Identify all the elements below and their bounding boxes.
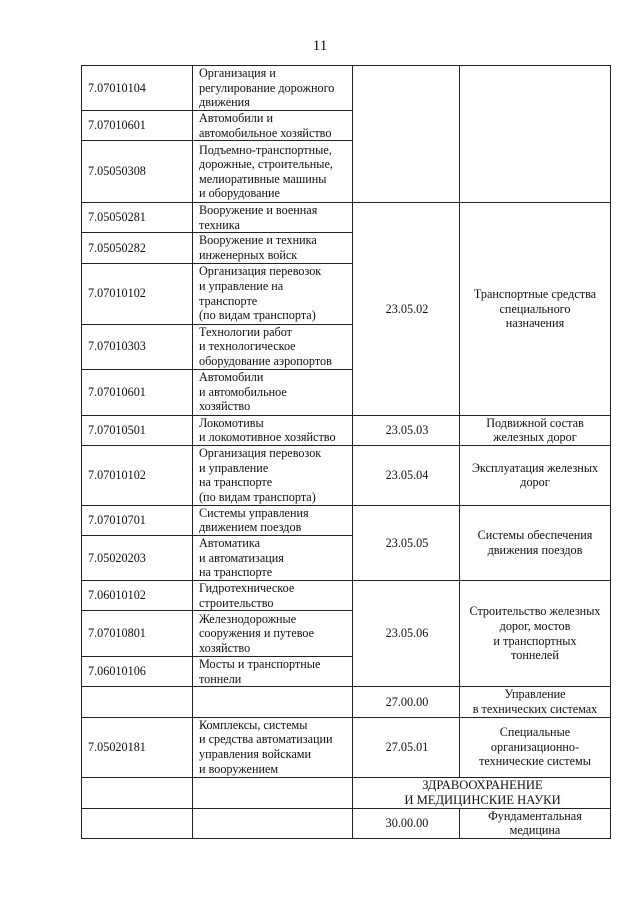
old-code-cell: 7.07010601: [82, 369, 193, 415]
old-code-cell: 7.07010601: [82, 111, 193, 141]
old-name-cell: [193, 687, 353, 717]
old-name-cell: Организация перевозок и управление на транспорте (по видам транспорта): [193, 445, 353, 505]
old-name-cell: Комплексы, системы и средства автоматизации управления войсками и вооружением: [193, 717, 353, 777]
old-code-cell: 7.05020181: [82, 717, 193, 777]
old-code-cell: 7.07010701: [82, 505, 193, 535]
old-name-cell: Автоматика и автоматизация на транспорте: [193, 535, 353, 580]
old-code-cell: [82, 687, 193, 717]
table-row: [82, 415, 611, 445]
new-name-cell: [460, 66, 611, 203]
table-row: [82, 717, 611, 777]
old-code-cell: 7.07010303: [82, 324, 193, 369]
old-name-cell: [193, 777, 353, 808]
old-code-cell: 7.07010104: [82, 66, 193, 111]
old-name-cell: Вооружение и техника инженерных войск: [193, 233, 353, 263]
old-name-cell: Железнодорожные сооружения и путевое хозяйство: [193, 611, 353, 657]
specialties-table: [81, 65, 611, 839]
old-code-cell: 7.07010102: [82, 445, 193, 505]
old-name-cell: Локомотивы и локомотивное хозяйство: [193, 415, 353, 445]
section-heading: ЗДРАВООХРАНЕНИЕ И МЕДИЦИНСКИЕ НАУКИ: [353, 777, 611, 808]
new-code-cell: 23.05.06: [353, 580, 460, 686]
old-code-cell: 7.05020203: [82, 535, 193, 580]
old-name-cell: Гидротехническое строительство: [193, 580, 353, 610]
old-name-cell: Технологии работ и технологическое оборудование аэропортов: [193, 324, 353, 369]
new-name-cell: Подвижной состав железных дорог: [460, 415, 611, 445]
new-code-cell: 23.05.05: [353, 505, 460, 580]
old-name-cell: Организация перевозок и управление на транспорте (по видам транспорта): [193, 263, 353, 324]
new-name-cell: Строительство железных дорог, мостов и транспортных тоннелей: [460, 580, 611, 686]
new-code-cell: 23.05.04: [353, 445, 460, 505]
old-code-cell: [82, 777, 193, 808]
table-row: [82, 687, 611, 717]
old-code-cell: 7.07010801: [82, 611, 193, 657]
table-row: [82, 445, 611, 505]
new-name-cell: Фундаментальная медицина: [460, 808, 611, 838]
old-code-cell: 7.07010501: [82, 415, 193, 445]
old-code-cell: 7.05050308: [82, 141, 193, 203]
table-row: [82, 66, 611, 111]
new-name-cell: Системы обеспечения движения поездов: [460, 505, 611, 580]
old-code-cell: 7.06010106: [82, 657, 193, 687]
new-name-cell: Управление в технических системах: [460, 687, 611, 717]
old-name-cell: [193, 808, 353, 838]
old-code-cell: 7.07010102: [82, 263, 193, 324]
table-row: [82, 580, 611, 610]
table-row: [82, 777, 611, 808]
table-row: [82, 808, 611, 838]
new-code-cell: 23.05.03: [353, 415, 460, 445]
old-code-cell: 7.06010102: [82, 580, 193, 610]
new-code-cell: 27.00.00: [353, 687, 460, 717]
old-code-cell: [82, 808, 193, 838]
table-row: [82, 505, 611, 535]
new-code-cell: 27.05.01: [353, 717, 460, 777]
table-row: [82, 203, 611, 233]
old-code-cell: 7.05050282: [82, 233, 193, 263]
old-name-cell: Подъемно-транспортные, дорожные, строительные, мелиоративные машины и оборудование: [193, 141, 353, 203]
old-name-cell: Системы управления движением поездов: [193, 505, 353, 535]
new-code-cell: 30.00.00: [353, 808, 460, 838]
new-name-cell: Транспортные средства специального назначения: [460, 203, 611, 415]
old-name-cell: Организация и регулирование дорожного движения: [193, 66, 353, 111]
new-code-cell: 23.05.02: [353, 203, 460, 415]
new-name-cell: Эксплуатация железных дорог: [460, 445, 611, 505]
page-number: 11: [312, 38, 328, 54]
old-name-cell: Автомобили и автомобильное хозяйство: [193, 369, 353, 415]
old-name-cell: Автомобили и автомобильное хозяйство: [193, 111, 353, 141]
old-name-cell: Мосты и транспортные тоннели: [193, 657, 353, 687]
new-name-cell: Специальные организационно- технические системы: [460, 717, 611, 777]
new-code-cell: [353, 66, 460, 203]
old-name-cell: Вооружение и военная техника: [193, 203, 353, 233]
old-code-cell: 7.05050281: [82, 203, 193, 233]
